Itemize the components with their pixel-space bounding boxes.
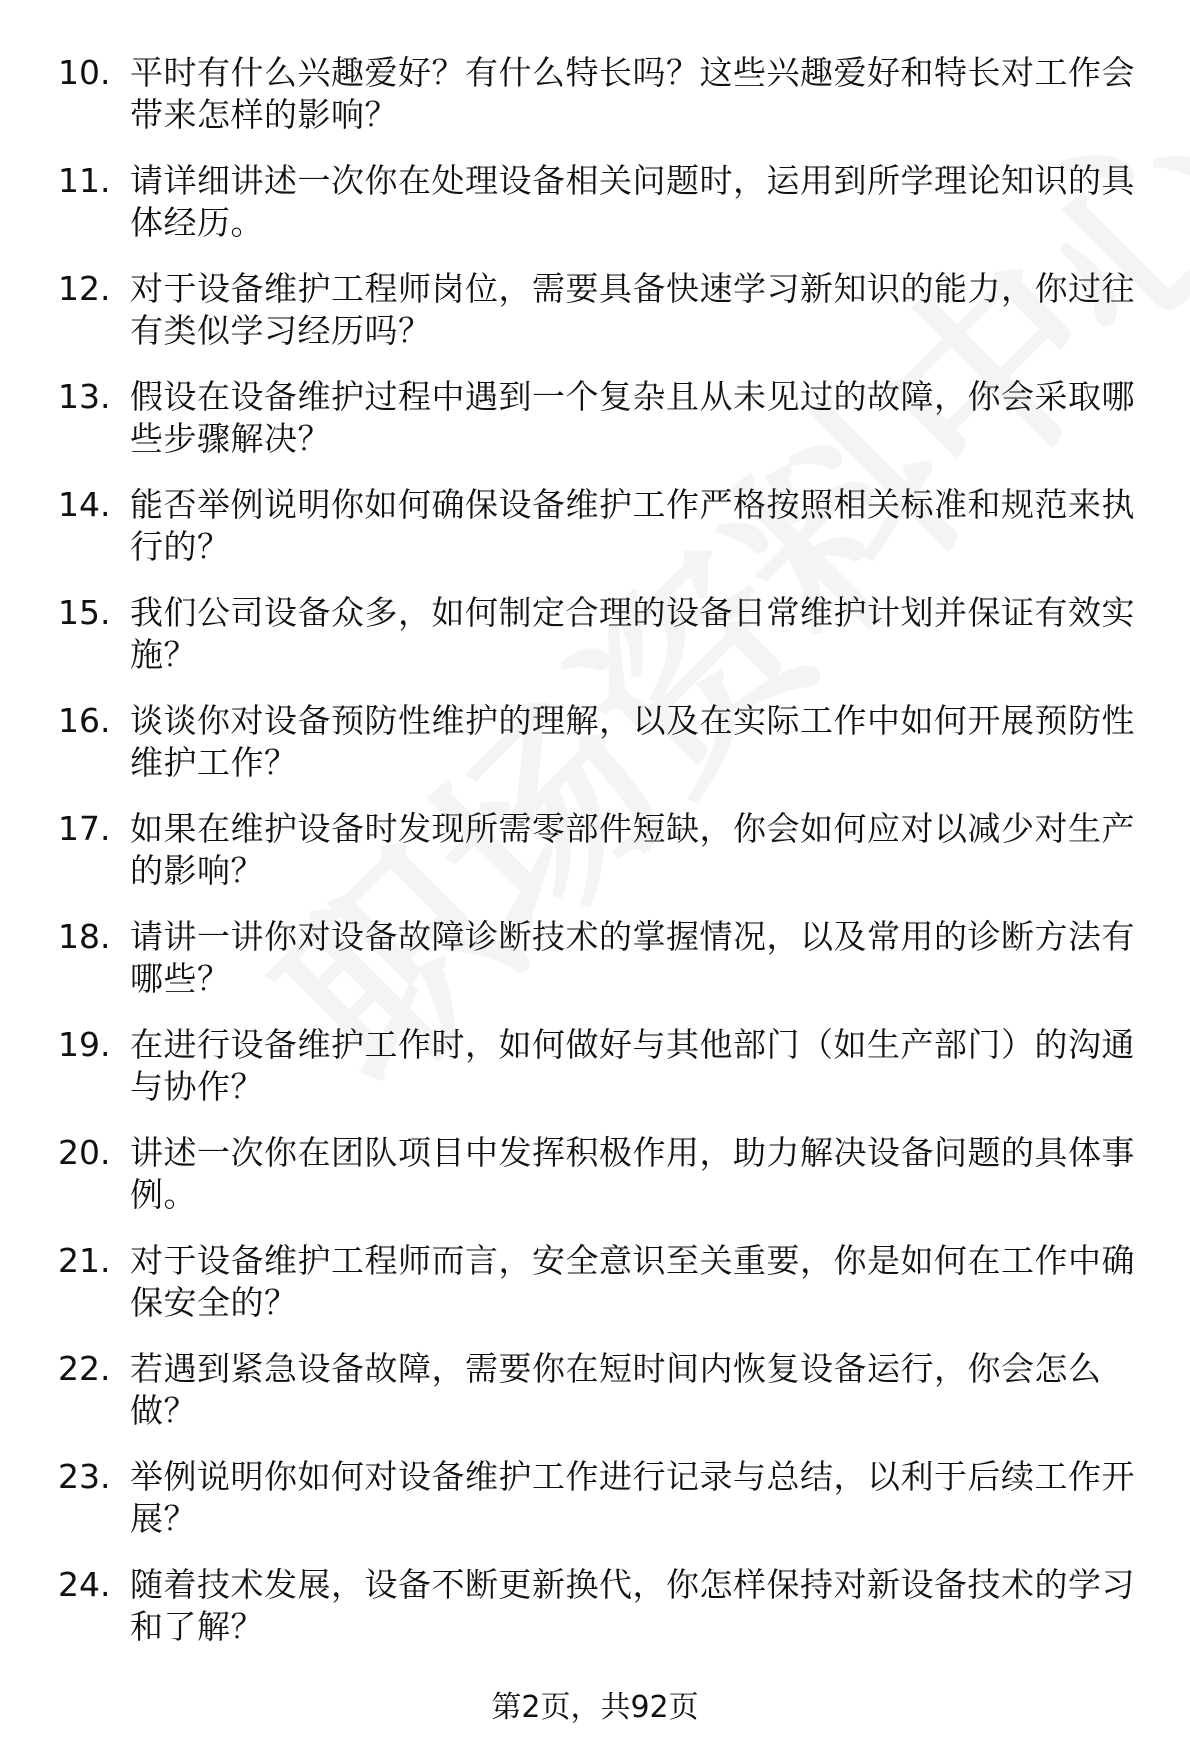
question-text: 能否举例说明你如何确保设备维护工作严格按照相关标准和规范来执行的？ xyxy=(130,485,1135,566)
question-number: 19. xyxy=(58,1025,111,1064)
question-number: 24. xyxy=(58,1565,111,1604)
question-number: 12. xyxy=(58,269,111,308)
question-text: 举例说明你如何对设备维护工作进行记录与总结，以利于后续工作开展？ xyxy=(130,1457,1135,1538)
question-text: 若遇到紧急设备故障，需要你在短时间内恢复设备运行，你会怎么做？ xyxy=(130,1349,1102,1430)
question-text: 我们公司设备众多，如何制定合理的设备日常维护计划并保证有效实施？ xyxy=(130,593,1135,674)
list-item xyxy=(58,808,1140,916)
question-number: 10. xyxy=(58,53,111,92)
list-item xyxy=(58,916,1140,1024)
question-text: 请详细讲述一次你在处理设备相关问题时，运用到所学理论知识的具体经历。 xyxy=(130,161,1135,242)
list-item xyxy=(58,376,1140,484)
page-footer: 第2页，共92页 xyxy=(491,1690,699,1725)
question-text: 讲述一次你在团队项目中发挥积极作用，助力解决设备问题的具体事例。 xyxy=(130,1133,1135,1214)
question-text: 假设在设备维护过程中遇到一个复杂且从未见过的故障，你会采取哪些步骤解决？ xyxy=(130,377,1135,458)
question-number: 11. xyxy=(58,161,111,200)
question-text: 在进行设备维护工作时，如何做好与其他部门（如生产部门）的沟通与协作？ xyxy=(130,1025,1135,1106)
list-item xyxy=(58,1024,1140,1132)
list-item xyxy=(58,1240,1140,1348)
question-text: 平时有什么兴趣爱好？有什么特长吗？这些兴趣爱好和特长对工作会带来怎样的影响？ xyxy=(130,53,1135,134)
question-text: 对于设备维护工程师岗位，需要具备快速学习新知识的能力，你过往有类似学习经历吗？ xyxy=(130,269,1135,350)
list-item xyxy=(58,1132,1140,1240)
question-number: 15. xyxy=(58,593,111,632)
question-list xyxy=(58,52,1140,1672)
list-item xyxy=(58,1456,1140,1564)
question-text: 请讲一讲你对设备故障诊断技术的掌握情况，以及常用的诊断方法有哪些？ xyxy=(130,917,1135,998)
question-number: 13. xyxy=(58,377,111,416)
question-text: 如果在维护设备时发现所需零部件短缺，你会如何应对以减少对生产的影响？ xyxy=(130,809,1135,890)
question-text: 谈谈你对设备预防性维护的理解，以及在实际工作中如何开展预防性维护工作？ xyxy=(130,701,1135,782)
question-number: 22. xyxy=(58,1349,111,1388)
list-item xyxy=(58,52,1140,160)
question-number: 16. xyxy=(58,701,111,740)
list-item xyxy=(58,1564,1140,1672)
question-number: 17. xyxy=(58,809,111,848)
list-item xyxy=(58,268,1140,376)
question-number: 20. xyxy=(58,1133,111,1172)
list-item xyxy=(58,592,1140,700)
question-text: 随着技术发展，设备不断更新换代，你怎样保持对新设备技术的学习和了解？ xyxy=(130,1565,1135,1646)
list-item xyxy=(58,160,1140,268)
question-text: 对于设备维护工程师而言，安全意识至关重要，你是如何在工作中确保安全的？ xyxy=(130,1241,1135,1322)
list-item xyxy=(58,484,1140,592)
question-number: 21. xyxy=(58,1241,111,1280)
list-item xyxy=(58,1348,1140,1456)
question-number: 18. xyxy=(58,917,111,956)
question-number: 14. xyxy=(58,485,111,524)
list-item xyxy=(58,700,1140,808)
question-number: 23. xyxy=(58,1457,111,1496)
